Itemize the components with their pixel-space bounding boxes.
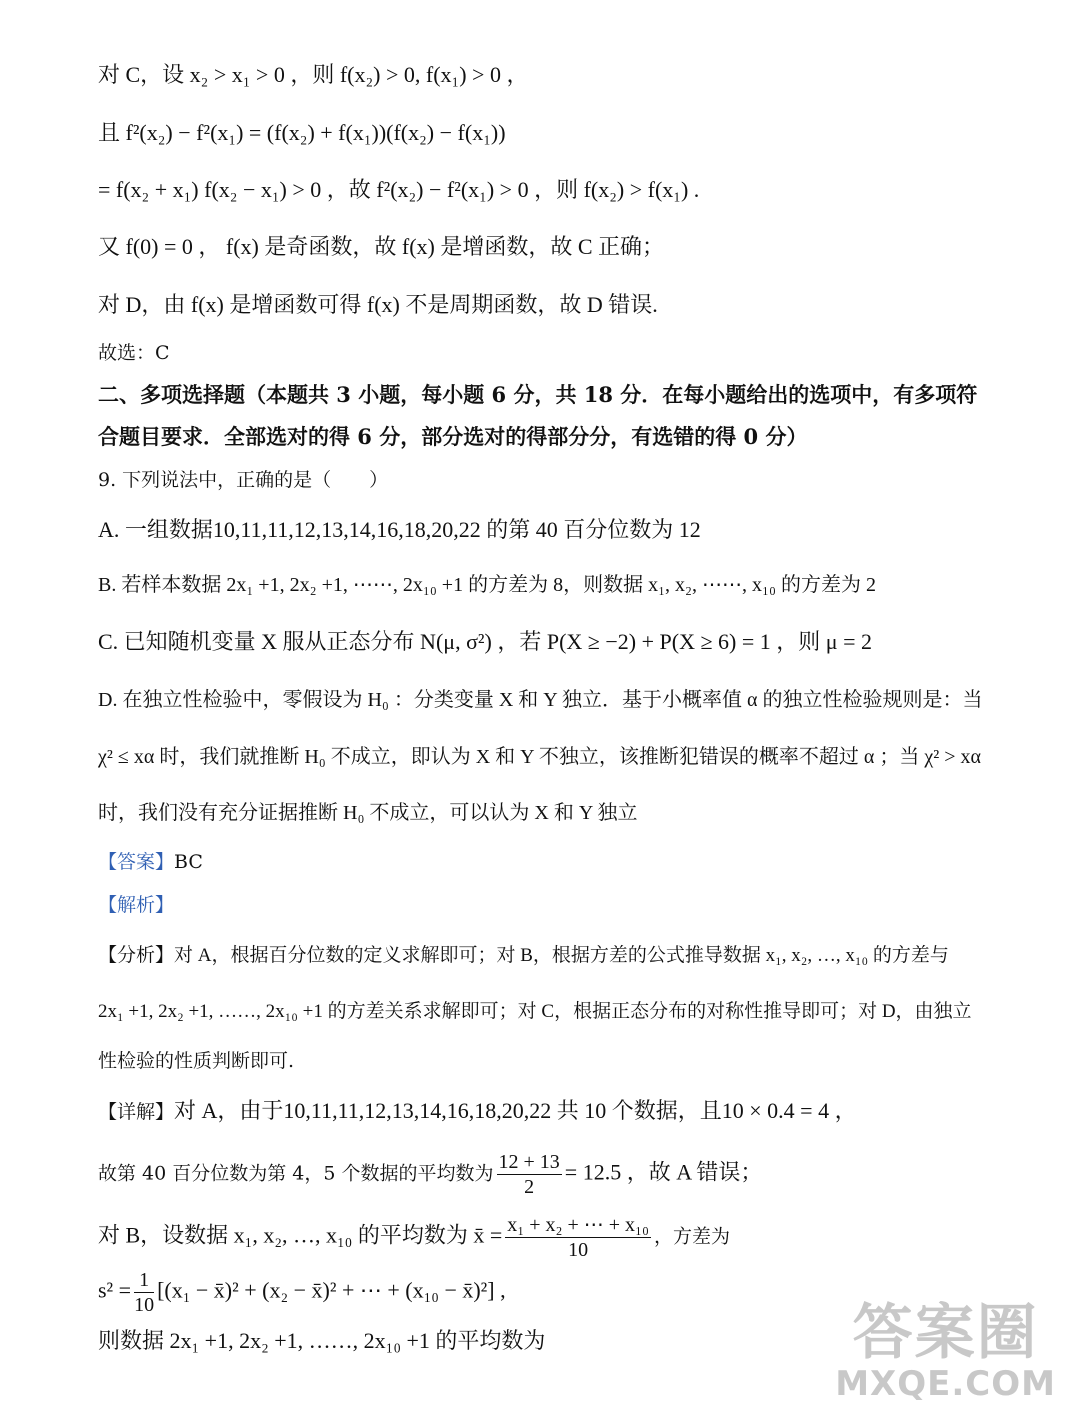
analysis-line-3: 性检验的性质判断即可. <box>98 1050 295 1072</box>
choice-line: 故选：C <box>98 342 170 364</box>
watermark-url: MXQE.COM <box>835 1364 1056 1404</box>
detail-line-5: 则数据 2x₁ +1, 2x₂ +1, ……, 2x₁₀ +1 的平均数为 <box>98 1328 546 1353</box>
solution-line-5: 对 D，由 f(x) 是增函数可得 f(x) 不是周期函数，故 D 错误. <box>98 292 658 317</box>
section-heading-line-1: 二、多项选择题（本题共 3 小题，每小题 6 分，共 18 分．在每小题给出的选项中，有多项符 <box>98 382 978 407</box>
detail-line-4: s² = $\frac{1}{10}$ [(x₁ − x̄)² + (x₂ − x̄)² + ⋯ + (x₁₀ − x̄)²] , <box>98 1269 506 1316</box>
option-c: C. 已知随机变量 X 服从正态分布 N(μ, σ²) ，若 P(X ≥ −2) + P(X ≥ 6) = 1 ，则 μ = 2 <box>98 629 872 654</box>
watermark-logo: 答案圈 <box>852 1298 1039 1368</box>
option-b: B. 若样本数据 2x₁ +1, 2x₂ +1, ⋯⋯, 2x₁₀ +1 的方差为 8，则数据 x₁, x₂, ⋯⋯, x₁₀ 的方差为 2 <box>98 574 876 596</box>
detail-line-1: 【详解】对 A，由于10,11,11,12,13,14,16,18,20,22 共 10 个数据，且10 × 0.4 = 4 ， <box>98 1098 857 1123</box>
option-d-line-3: 时，我们没有充分证据推断 H₀ 不成立，可以认为 X 和 Y 独立 <box>98 802 638 824</box>
section-heading-line-2: 合题目要求．全部选对的得 6 分，部分选对的得部分分，有选错的得 0 分） <box>98 424 808 449</box>
detail-label: 【详解】 <box>98 1101 175 1123</box>
option-d-line-1: D. 在独立性检验中，零假设为 H₀ ：分类变量 X 和 Y 独立．基于小概率值 α 的独立性检验规则是：当 <box>98 689 983 711</box>
answer-line <box>98 847 203 877</box>
analysis-label: 【分析】 <box>98 944 175 966</box>
detail-line-2: 故第 40 百分位数为第 4，5 个数据的平均数为 $\frac{12 + 13}{2}$ = 12.5 ，故 A 错误； <box>98 1151 763 1198</box>
question-stem: 9. 下列说法中，正确的是（ ） <box>98 469 389 491</box>
option-a: A. 一组数据10,11,11,12,13,14,16,18,20,22 的第 40 百分位数为 12 <box>98 517 701 542</box>
analysis-line-2: 2x₁ +1, 2x₂ +1, ……, 2x₁₀ +1 的方差关系求解即可；对 C，根据正态分布的对称性推导即可；对 D，由独立 <box>98 1001 972 1022</box>
solution-line-3: = f(x₂ + x₁) f(x₂ − x₁) > 0 ，故 f²(x₂) − f²(x₁) > 0 ，则 f(x₂) > f(x₁) . <box>98 177 700 202</box>
solution-line-4: 又 f(0) = 0 ， f(x) 是奇函数，故 f(x) 是增函数，故 C 正确； <box>98 234 665 259</box>
fraction: $\frac{1}{10}$ <box>134 1269 155 1316</box>
fraction: $\frac{\text{x₁ + x₂ + ⋯ + x₁₀}}{10}$ <box>507 1214 649 1261</box>
analysis-tag: 【解析】 <box>98 894 175 916</box>
solution-line-2: 且 f²(x₂) − f²(x₁) = (f(x₂) + f(x₁))(f(x₂) − f(x₁)) <box>98 120 506 145</box>
answer-value: BC <box>174 851 203 873</box>
answer-tag: 【答案】 <box>98 851 175 873</box>
analysis-line-1: 【分析】对 A，根据百分位数的定义求解即可；对 B，根据方差的公式推导数据 x₁, x₂, …, x₁₀ 的方差与 <box>98 944 949 966</box>
solution-line-1: 对 C，设 x₂ > x₁ > 0 ，则 f(x₂) > 0, f(x₁) > 0 ， <box>98 62 529 87</box>
option-d-line-2: χ² ≤ xα 时，我们就推断 H₀ 不成立，即认为 X 和 Y 不独立，该推断犯错误的概率不超过 α ；当 χ² > xα <box>98 746 981 768</box>
watermark <box>835 1298 1056 1404</box>
detail-line-3: 对 B，设数据 x₁, x₂, …, x₁₀ 的平均数为 x̄ = $\frac{\text{x₁ + x₂ + ⋯ + x₁₀}}{10}$ ，方差为 <box>98 1214 731 1261</box>
fraction: $\frac{12 + 13}{2}$ <box>498 1151 560 1198</box>
